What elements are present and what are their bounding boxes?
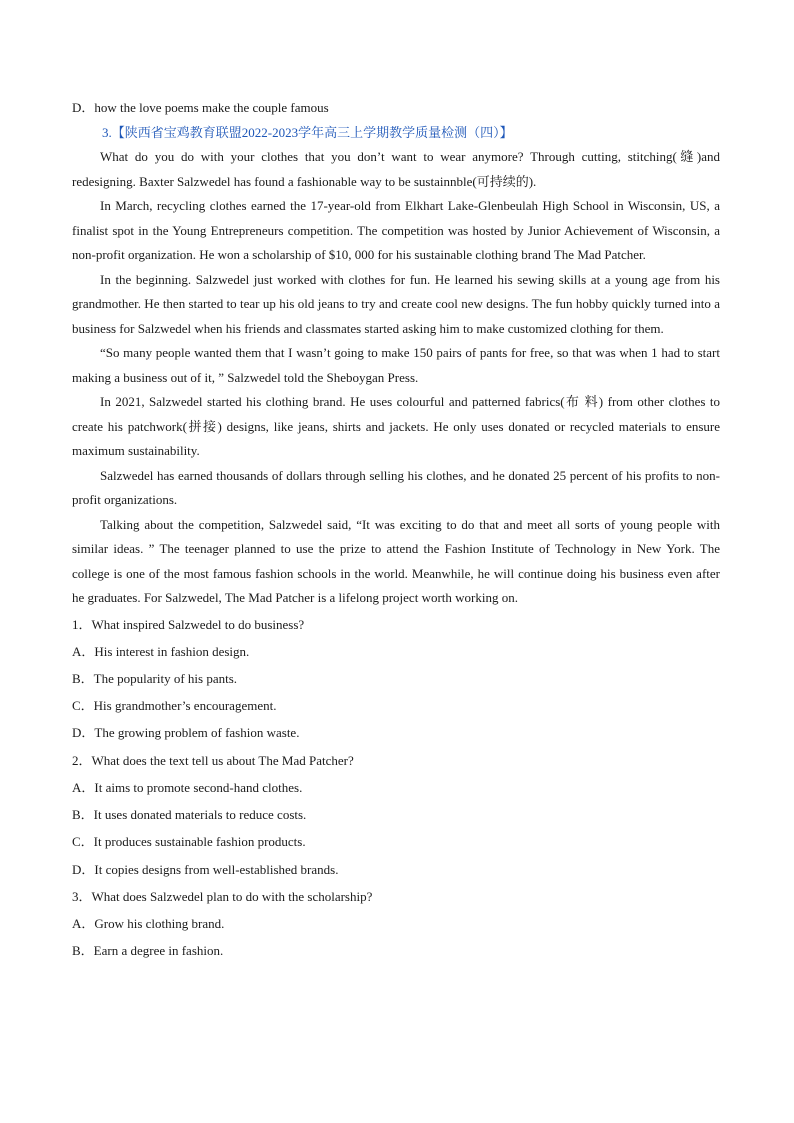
question-2 xyxy=(72,747,720,883)
document-page xyxy=(72,96,720,964)
question-1 xyxy=(72,611,720,747)
answer-option-a: A．Grow his clothing brand. xyxy=(72,915,225,931)
answer-option-d: D．The growing problem of fashion waste. xyxy=(72,725,300,741)
answer-option-c: C．His grandmother’s encouragement. xyxy=(72,698,277,714)
passage-paragraph: Talking about the competition, Salzwedel said, “It was exciting to do that and meet all sorts of young people with similar ideas. ” The teenager planned to use the prize to attend the Fashion Institute of Technology in New York. The college is one of the most famous fashion schools in the world. Meanwhile, he will continue doing his business even after he graduates. For Salzwedel, The Mad Patcher is a lifelong project worth working on. xyxy=(72,516,720,605)
passage-paragraph: In the beginning. Salzwedel just worked with clothes for fun. He learned his sewing skills at a young age from his grandmother. He then started to tear up his old jeans to try and create cool new designs. The fun hobby quickly turned into a business for Salzwedel when his friends and classmates started asking him to make customized clothing for them. xyxy=(72,271,720,336)
previous-question-option-d: D．how the love poems make the couple famous xyxy=(72,100,329,115)
passage-paragraph: In March, recycling clothes earned the 17-year-old from Elkhart Lake-Glenbeulah High School in Wisconsin, US, a finalist spot in the Young Entrepreneurs competition. The competition was hosted by Junior Achievement of Wisconsin, a non-profit organization. He won a scholarship of $10, 000 for his sustainable clothing brand The Mad Patcher. xyxy=(72,198,720,262)
answer-option-b: B．Earn a degree in fashion. xyxy=(72,943,224,959)
question-stem: 2．What does the text tell us about The Mad Patcher? xyxy=(72,752,354,768)
passage-paragraph: Salzwedel has earned thousands of dollars through selling his clothes, and he donated 25 percent of his profits to non-profit organizations. xyxy=(72,467,720,507)
passage-paragraph: What do you do with your clothes that you don’t want to wear anymore? Through cutting, stitching(缝)and redesigning. Baxter Salzwedel has found a fashionable way to be sustainnble(可持续的). xyxy=(72,149,720,189)
question-stem: 3．What does Salzwedel plan to do with the scholarship? xyxy=(72,888,373,904)
answer-option-b: B．It uses donated materials to reduce costs. xyxy=(72,806,307,822)
answer-option-a: A．It aims to promote second-hand clothes. xyxy=(72,779,303,795)
reading-passage xyxy=(72,145,720,611)
question-stem: 1．What inspired Salzwedel to do business? xyxy=(72,616,305,632)
question-3 xyxy=(72,883,720,965)
answer-option-c: C．It produces sustainable fashion products. xyxy=(72,834,306,850)
passage-paragraph: “So many people wanted them that I wasn’t going to make 150 pairs of pants for free, so that was when 1 had to start making a business out of it, ” Salzwedel told the Sheboygan Press. xyxy=(72,345,720,385)
passage-paragraph: In 2021, Salzwedel started his clothing brand. He uses colourful and patterned fabrics(布 料) from other clothes to create his patchwork(拼接) designs, like jeans, shirts and jackets. He only uses donated or recycled materials to ensure maximum sustainability. xyxy=(72,394,720,458)
answer-option-b: B．The popularity of his pants. xyxy=(72,670,238,686)
section-heading: 3.【陕西省宝鸡教育联盟2022-2023学年高三上学期教学质量检测（四）】 xyxy=(102,124,513,140)
answer-option-a: A．His interest in fashion design. xyxy=(72,643,250,659)
answer-option-d: D．It copies designs from well-established brands. xyxy=(72,861,339,877)
